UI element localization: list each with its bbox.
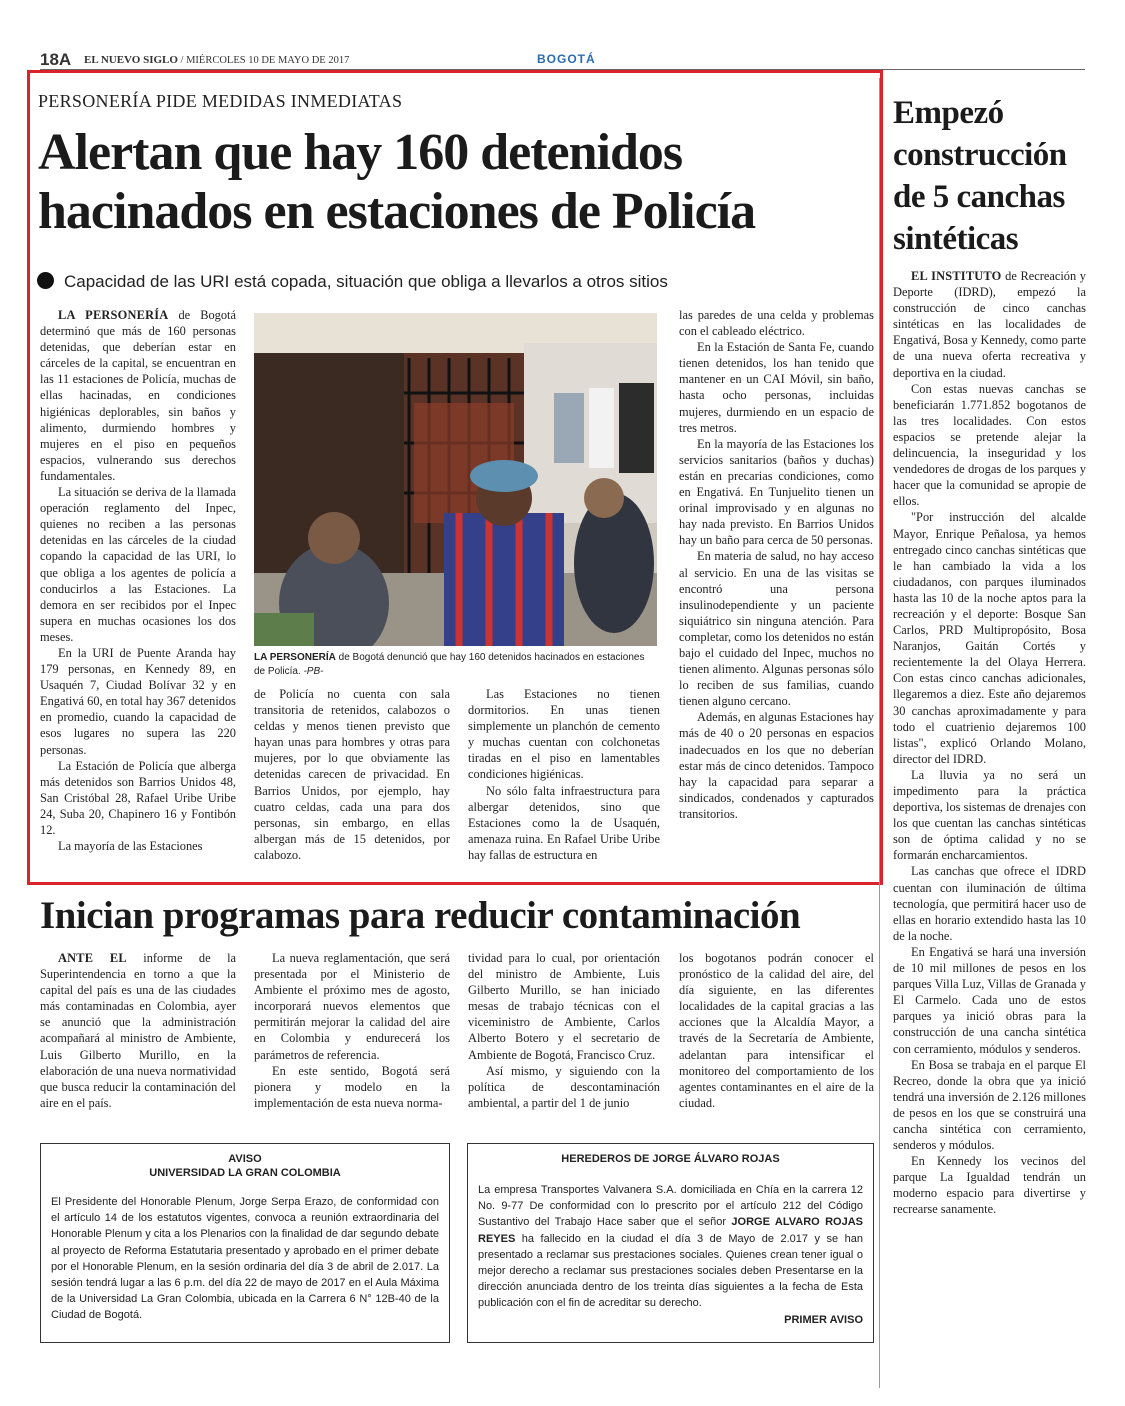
paragraph: La lluvia ya no será un impedimento para la práctica deportiva, los sistemas de drenajes con los que cuentan las canchas sintéticas son de óptima calidad y no se formarán encharcamientos. (893, 767, 1086, 863)
notice-universidad (40, 1143, 450, 1343)
second-article-column-4 (679, 950, 874, 1111)
paragraph: En Engativá se hará una inversión de 10 mil millones de pesos en los parques Villa Luz, Villas de Granada y El Carmelo. Cada uno de estos parques ya inició obras para la construcción de una cancha sintética con cerramiento, módulos y senderos. (893, 944, 1086, 1056)
paragraph: "Por instrucción del alcalde Mayor, Enrique Peñalosa, ya hemos entregado cinco canchas sintéticas que le han cambiado la vida a los ciudadanos, con parques iluminados hasta las 10 de la noche aptos para la recreación y el deporte: Bosque San Carlos, PRD Multipropósito, Bosa Naranjos, Gaitán Cortés y recientemente la del Olaya Herrera. Con estas cinco canchas adicionales, llegaremos a diez. Este año dejaremos 30 canchas aproximadamente y para todo el cuatrienio dejaremos 100 listas", explicó Orlando Molano, director del IDRD. (893, 510, 1086, 766)
paragraph: Las canchas que ofrece el IDRD cuentan con iluminación de última tecnología, que permitirá hacer uso de ellas en horario extendido hasta las 10 de la noche. (893, 864, 1086, 943)
paragraph: En la Estación de Santa Fe, cuando tienen detenidos, los han tenido que mantener en un CAI Móvil, sin baño, hasta ocho personas, incluidas mujeres, durmiendo en un espacio de tres metros. (679, 340, 874, 435)
paragraph: La Estación de Policía que alberga más detenidos son Barrios Unidos 48, San Cristóbal 28, Rafael Uribe Uribe 24, Suba 20, Chapinero 16 y Fontibón 12. (40, 758, 236, 837)
notice-subtitle: UNIVERSIDAD LA GRAN COLOMBIA (149, 1167, 341, 1179)
article-column-3 (468, 686, 660, 863)
paragraph: Las Estaciones no tienen dormitorios. En unas tienen simplemente un planchón de cemento y muchas cuentan con colchonetas tiradas en el piso en lamentables condiciones higiénicas. (468, 687, 660, 782)
headline-line-2: hacinados en estaciones de Policía (38, 183, 756, 240)
notice-text: ha fallecido en la ciudad el día 3 de Mayo de 2.017 y se han presentado a reclamar sus prestaciones sociales. Quienes crean tener igual o mejor derecho a reclamar sus prestaciones sociales deben Presentarse en la dirección anunciada dentro de los treinta días siguientes a la fecha de Esta publicación con el fin de acreditar su derecho. (478, 1232, 863, 1310)
page-number: 18A (40, 50, 72, 69)
paragraph: Así mismo, y siguiendo con la política de descontaminación ambiental, a partir del 1 de junio (468, 1063, 660, 1110)
side-article-body (893, 268, 1086, 1218)
notice-herederos (467, 1143, 874, 1343)
paragraph: En materia de salud, no hay acceso al servicio. En una de las visitas se encontró una persona insulinodependiente y un paciente siquiátrico sin ninguna atención. Para completar, como los detenidos no están bajo el cuidado del Inpec, muchos no tienen alimento. Algunas personas sólo lo reciben de sus familias, cuando tienen alguno cercano. (679, 549, 874, 709)
caption-text: de Bogotá denunció que hay 160 detenidos hacinados en estaciones de Policía. (254, 652, 645, 677)
notice-text: La empresa Transportes Valvanera S.A. domiciliada en Chía en la carrera 12 No. 9-77 De conformidad con lo prescrito por el artículo 212 del Código Sustantivo del Trabajo Hace saber que el señor (478, 1184, 863, 1229)
photo-caption (254, 651, 657, 678)
paragraph-text: informe de la Superintendencia en torno a que la capital del país es una de las ciudades más contaminadas en Colombia, ayer se anunció que la administración acompañará al ministro de Ambiente, Luis Gilberto Murillo, en la elaboración de una nueva normatividad que busca reducir la contaminación del aire en el país. (40, 951, 237, 1110)
paragraph: No sólo falta infraestructura para albergar detenidos, sino que Estaciones como la de Usaquén, amenaza ruina. En Rafael Uribe Uribe hay fallas de estructura en (468, 783, 660, 862)
paragraph-text: de Bogotá determinó que más de 160 personas detenidas, que deberían estar en cárceles de la capital, se encuentran en las 11 estaciones de Policía, muchas de ellas hacinadas, en condiciones higiénicas deplorables, sin baños y alimento, durmiendo hombres y mujeres en el piso en pequeños espacios, vulnerando sus derechos fundamentales. (40, 308, 237, 483)
paragraph: de Policía no cuenta con sala transitoria de retenidos, calabozos o celdas y menos tienen previsto que hayan unas para hombres y otras para mujeres, por lo que obviamente las detenidas carecen de privacidad. En Barrios Unidos, por ejemplo, hay cuatro celdas, cada una para dos personas, sin embargo, en ellas albergan más de 15 detenidos, por calabozo. (254, 687, 450, 862)
paragraph: La situación se deriva de la llamada operación reglamento del Inpec, quienes no reciben a las personas detenidas en las cárceles de la ciudad copando la capacidad de las URI, lo que obliga a los agentes de policía a conducirlos a las Estaciones. La demora en ser recibidos por el Inpec supera en muchas ocasiones los dos meses. (40, 485, 236, 644)
article-photo (254, 313, 657, 646)
caption-lead: LA PERSONERÍA (254, 652, 336, 663)
section-label: BOGOTÁ (537, 52, 596, 66)
article-column-1 (40, 307, 236, 854)
article-subhead (37, 272, 668, 292)
notice-signature: PRIMER AVISO (784, 1313, 863, 1326)
issue-date: / MIÉRCOLES 10 DE MAYO DE 2017 (180, 55, 350, 66)
lead-in: ANTE EL (58, 951, 127, 965)
page-folio (40, 50, 1085, 70)
paragraph: La mayoría de las Estaciones (58, 839, 203, 854)
paragraph (40, 950, 236, 1111)
paragraph: En este sentido, Bogotá será pionera y modelo en la implementación de esta nueva norma- (254, 1063, 450, 1110)
paragraph: La nueva reglamentación, que será presentada por el Ministerio de Ambiente el próximo mes de agosto, incorporará nuevos elementos que permitirán mejorar la calidad del aire en Colombia y endurecerá los parámetros de referencia. (254, 951, 450, 1062)
notice-body: El Presidente del Honorable Plenum, Jorge Serpa Erazo, de conformidad con el artículo 14 de los estatutos vigentes, convoca a reunión extraordinaria del Honorable Plenum y cita a los Plenarios con la finalidad de dar segundo debate al proyecto de Reforma Estatutaria presentado y aprobado en el primer debate por el Honorable Plenum, en la sesión ordinaria del día 3 de abril de 2.017. La sesión tendrá lugar a las 6 p.m. del día 22 de mayo de 2017 en el Aula Máxima de la Universidad La Gran Colombia, ubicada en la Carrera 6 N° 12B-40 de la Ciudad de Bogotá. (51, 1196, 439, 1322)
article-headline (38, 123, 878, 241)
paragraph: En la URI de Puente Aranda hay 179 personas, en Kennedy 89, en Usaquén 7, Ciudad Bolívar 32 y en Engativá 60, en total hay 367 detenidos en promedio, cuando la capacidad de esos lugares no supera las 220 personas. (40, 645, 236, 757)
paragraph: las paredes de una celda y problemas con el cableado eléctrico. (679, 308, 874, 339)
lead-in: LA PERSONERÍA (58, 308, 169, 322)
bullet-icon (37, 272, 54, 289)
paragraph: Además, en algunas Estaciones hay más de 40 o 20 personas en espacios inadecuados en los que no deberían estar más de cinco detenidos. Tampoco hay la capacidad para separar a sindicados, condenados y capturados transitorios. (679, 710, 874, 821)
second-article-column-3 (468, 950, 660, 1111)
second-article-headline: Inician programas para reducir contaminación (40, 894, 801, 937)
second-article-column-2 (254, 950, 450, 1111)
second-article-column-1 (40, 950, 236, 1111)
notice-title: HEREDEROS DE JORGE ÁLVARO ROJAS (561, 1153, 780, 1165)
paragraph: En Kennedy los vecinos del parque La Igualdad tendrán un moderno espacio para divertirse y recrearse sanamente. (893, 1154, 1086, 1217)
notice-name: JORGE ALVARO ROJAS REYES (478, 1216, 863, 1245)
paragraph-text: de Recreación y Deporte (IDRD), empezó la construcción de cinco canchas sintéticas en las localidades de Engativá, Bosa y Kennedy, como parte de una nueva oferta recreativa y deportiva en la ciudad. (893, 269, 1087, 380)
detainees-photo-illustration (254, 313, 657, 646)
paragraph (893, 268, 1086, 381)
notice-body (478, 1182, 863, 1312)
headline-line-1: Alertan que hay 160 detenidos (38, 124, 683, 181)
lead-in: EL INSTITUTO (911, 269, 1002, 283)
article-column-4 (679, 307, 874, 822)
article-column-2 (254, 686, 450, 863)
folio-paper-date (84, 54, 349, 66)
photo-credit: -PB- (300, 665, 324, 677)
paragraph: los bogotanos podrán conocer el pronóstico de la calidad del aire, del día siguiente, en las diferentes localidades de la capital gracias a las acciones que la Alcaldía Mayor, a través de la Secretaría de Ambiente, adelantan para intensificar el monitoreo del comportamiento de los agentes contaminantes en el aire de la ciudad. (679, 951, 874, 1110)
article-kicker: PERSONERÍA PIDE MEDIDAS INMEDIATAS (38, 91, 403, 111)
paragraph: En Bosa se trabaja en el parque El Recreo, donde la obra que ya inició tendrá una inversión de 2.126 millones de pesos en los que se construirá una cancha sintética con cerramiento, senderos y módulos. (893, 1057, 1086, 1153)
side-article-headline: Empezó construcción de 5 canchas sintéticas (893, 95, 1067, 257)
paragraph (40, 307, 236, 484)
paragraph: En la mayoría de las Estaciones los servicios sanitarios (baños y duchas) están en precarias condiciones, como en Engativá. En Tunjuelito tienen un orinal improvisado y en algunas no hay nada previsto. En Barrios Unidos hay un baño para cerca de 50 personas. (679, 436, 874, 548)
paragraph: Con estas nuevas canchas se beneficiarán 1.771.852 bogotanos de las tres localidades. Con estos espacios se pretende alejar la delincuencia, la inseguridad y los vendedores de drogas de los parques y hacer que la comunidad se apropie de ellos. (893, 381, 1086, 509)
notice-title: AVISO (228, 1153, 262, 1165)
paper-name: EL NUEVO SIGLO (84, 54, 178, 66)
paragraph: tividad para lo cual, por orientación del ministro de Ambiente, Luis Gilberto Murillo, se han iniciado mesas de trabajo técnicas con el viceministro de Ambiente, Carlos Alberto Botero y el secretario de Ambiente de Bogotá, Francisco Cruz. (468, 951, 660, 1062)
column-divider (879, 78, 880, 1388)
subhead-text: Capacidad de las URI está copada, situación que obliga a llevarlos a otros sitios (64, 272, 668, 291)
